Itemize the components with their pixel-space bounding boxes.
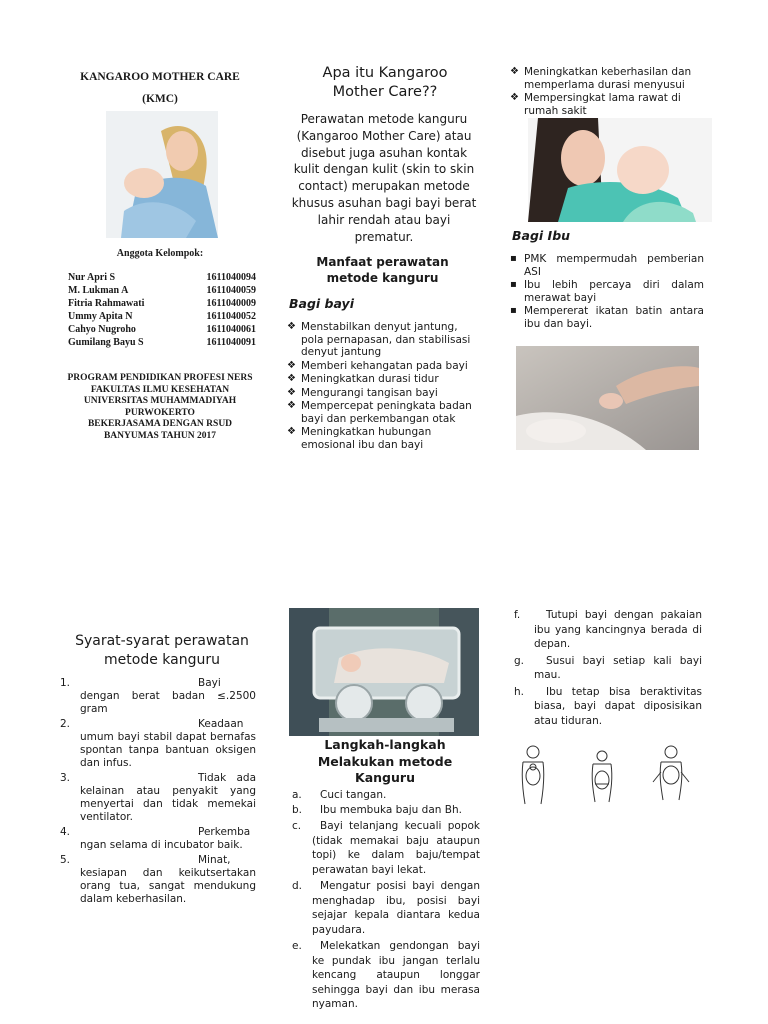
list-item: ▪ Ibu lebih percaya diri dalam merawat bayi	[510, 279, 704, 304]
steps-heading: Langkah-langkah Melakukan metode Kanguru	[317, 737, 453, 785]
list-item: h. Ibu tetap bisa beraktivitas biasa, bayi dapat diposisikan atau tiduran.	[514, 685, 702, 727]
list-item: a. Cuci tangan.	[292, 789, 387, 801]
list-item: 3. Tidak ada kelainan atau penyakit yang menyertai dan tidak memekai ventilator.	[60, 772, 256, 823]
mother-baby-photo-1	[106, 111, 218, 238]
kmc-heading: Apa itu Kangaroo Mother Care??	[322, 65, 448, 100]
diamond-bullet-icon: ❖	[287, 426, 296, 437]
square-bullet-icon: ▪	[510, 253, 517, 264]
diamond-bullet-icon: ❖	[510, 66, 519, 77]
mother-baby-photo-2	[528, 118, 712, 222]
list-item: ▪ PMK mempermudah pemberian ASI	[510, 253, 704, 278]
kangaroo-position-sketches	[513, 742, 706, 808]
list-item: 5. Minat, kesiapan dan keikutsertakan orang tua, sangat mendukung dalam keberhasilan.	[60, 854, 256, 905]
members-list	[68, 271, 256, 349]
hand-holding-photo	[516, 346, 699, 450]
list-item: ▪ Mempererat ikatan batin antara ibu dan bayi.	[510, 305, 704, 330]
list-item: ❖ Meningkatkan keberhasilan dan memperlama durasi menyusui	[510, 66, 692, 91]
list-item: ❖ Memberi kehangatan pada bayi	[287, 359, 468, 372]
incubator-photo	[289, 608, 479, 736]
mother-heading: Bagi Ibu	[512, 228, 571, 243]
requirements-heading: Syarat-syarat perawatan metode kanguru	[75, 633, 249, 668]
diamond-bullet-icon: ❖	[287, 321, 296, 332]
list-item: ❖ Menstabilkan denyut jantung, pola pernapasan, dan stabilisasi denyut jantung	[287, 321, 471, 358]
member-row: M. Lukman A 1611040059	[68, 285, 256, 296]
baby-benefits-list	[287, 321, 477, 452]
member-row: Fitria Rahmawati 1611040009	[68, 298, 256, 309]
square-bullet-icon: ▪	[510, 279, 517, 290]
member-row: Cahyo Nugroho 1611040061	[68, 324, 256, 335]
list-item: d. Mengatur posisi bayi dengan menghadap ibu, posisi bayi sejajar kepala diantara kedua payudara.	[292, 880, 480, 936]
mother-benefits-list	[510, 253, 704, 331]
list-item: 2. Keadaan umum bayi stabil dapat bernafas spontan tanpa bantuan oksigen dan infus.	[60, 718, 256, 769]
list-item: ❖ Mengurangi tangisan bayi	[287, 386, 438, 399]
members-heading: Anggota Kelompok:	[116, 248, 204, 259]
baby-benefits-continued	[510, 66, 710, 118]
list-item: b. Ibu membuka baju dan Bh.	[292, 804, 462, 816]
diamond-bullet-icon: ❖	[287, 386, 296, 398]
list-item: ❖ Mempercepat peningkata badan bayi dan perkembangan otak	[287, 400, 472, 425]
diamond-bullet-icon: ❖	[287, 400, 296, 411]
kmc-intro: Perawatan metode kanguru (Kangaroo Mother Care) atau disebut juga asuhan kontak kulit dengan kulit (skin to skin contact) merupakan metode khusus asuhan bagi bayi berat lahir rendah atau bayi prematur.	[291, 112, 477, 244]
baby-heading: Bagi bayi	[289, 296, 354, 311]
steps-list-f-h	[514, 608, 702, 728]
diamond-bullet-icon: ❖	[510, 92, 519, 103]
institution-block: PROGRAM PENDIDIKAN PROFESI NERS FAKULTAS ILMU KESEHATAN UNIVERSITAS MUHAMMADIYAH PURWOKERTO BEKERJASAMA DENGAN RSUD BANYUMAS TAHUN 2017	[67, 373, 253, 441]
list-item: ❖ Mempersingkat lama rawat di rumah sakit	[510, 92, 681, 117]
diamond-bullet-icon: ❖	[287, 359, 296, 371]
list-item: e. Melekatkan gendongan bayi ke pundak ibu jangan terlalu kencang ataupun longgar sehingga bayi dan ibu merasa nyaman.	[292, 940, 480, 1010]
square-bullet-icon: ▪	[510, 305, 517, 316]
benefit-heading: Manfaat perawatan metode kanguru	[316, 255, 449, 285]
list-item: ❖ Meningkatkan hubungan emosional ibu dan bayi	[287, 426, 432, 451]
list-item: 1. Bayi dengan berat badan ≤.2500 gram	[60, 677, 256, 715]
member-row: Ummy Apita N 1611040052	[68, 311, 256, 322]
list-item: f. Tutupi bayi dengan pakaian ibu yang kancingnya berada di depan.	[514, 609, 702, 650]
list-item: g. Susui bayi setiap kali bayi mau.	[514, 654, 702, 681]
brochure-subtitle: (KMC)	[142, 93, 178, 105]
member-row: Nur Apri S 1611040094	[68, 272, 256, 283]
sketch-figure-icon	[592, 751, 612, 802]
member-row: Gumilang Bayu S 1611040091	[68, 337, 256, 348]
sketch-figure-icon	[522, 746, 544, 804]
diamond-bullet-icon: ❖	[287, 373, 296, 384]
list-item: 4. Perkemba ngan selama di incubator baik.	[60, 826, 251, 851]
sketch-figure-icon	[653, 746, 689, 800]
steps-list-a-e	[292, 789, 480, 1012]
brochure-title: KANGAROO MOTHER CARE	[80, 71, 240, 83]
requirements-list	[60, 677, 256, 906]
list-item: c. Bayi telanjang kecuali popok (tidak memakai baju ataupun topi) ke dalam baju/tempat perawatan bayi lekat.	[292, 820, 480, 876]
list-item: ❖ Meningkatkan durasi tidur	[287, 373, 439, 385]
